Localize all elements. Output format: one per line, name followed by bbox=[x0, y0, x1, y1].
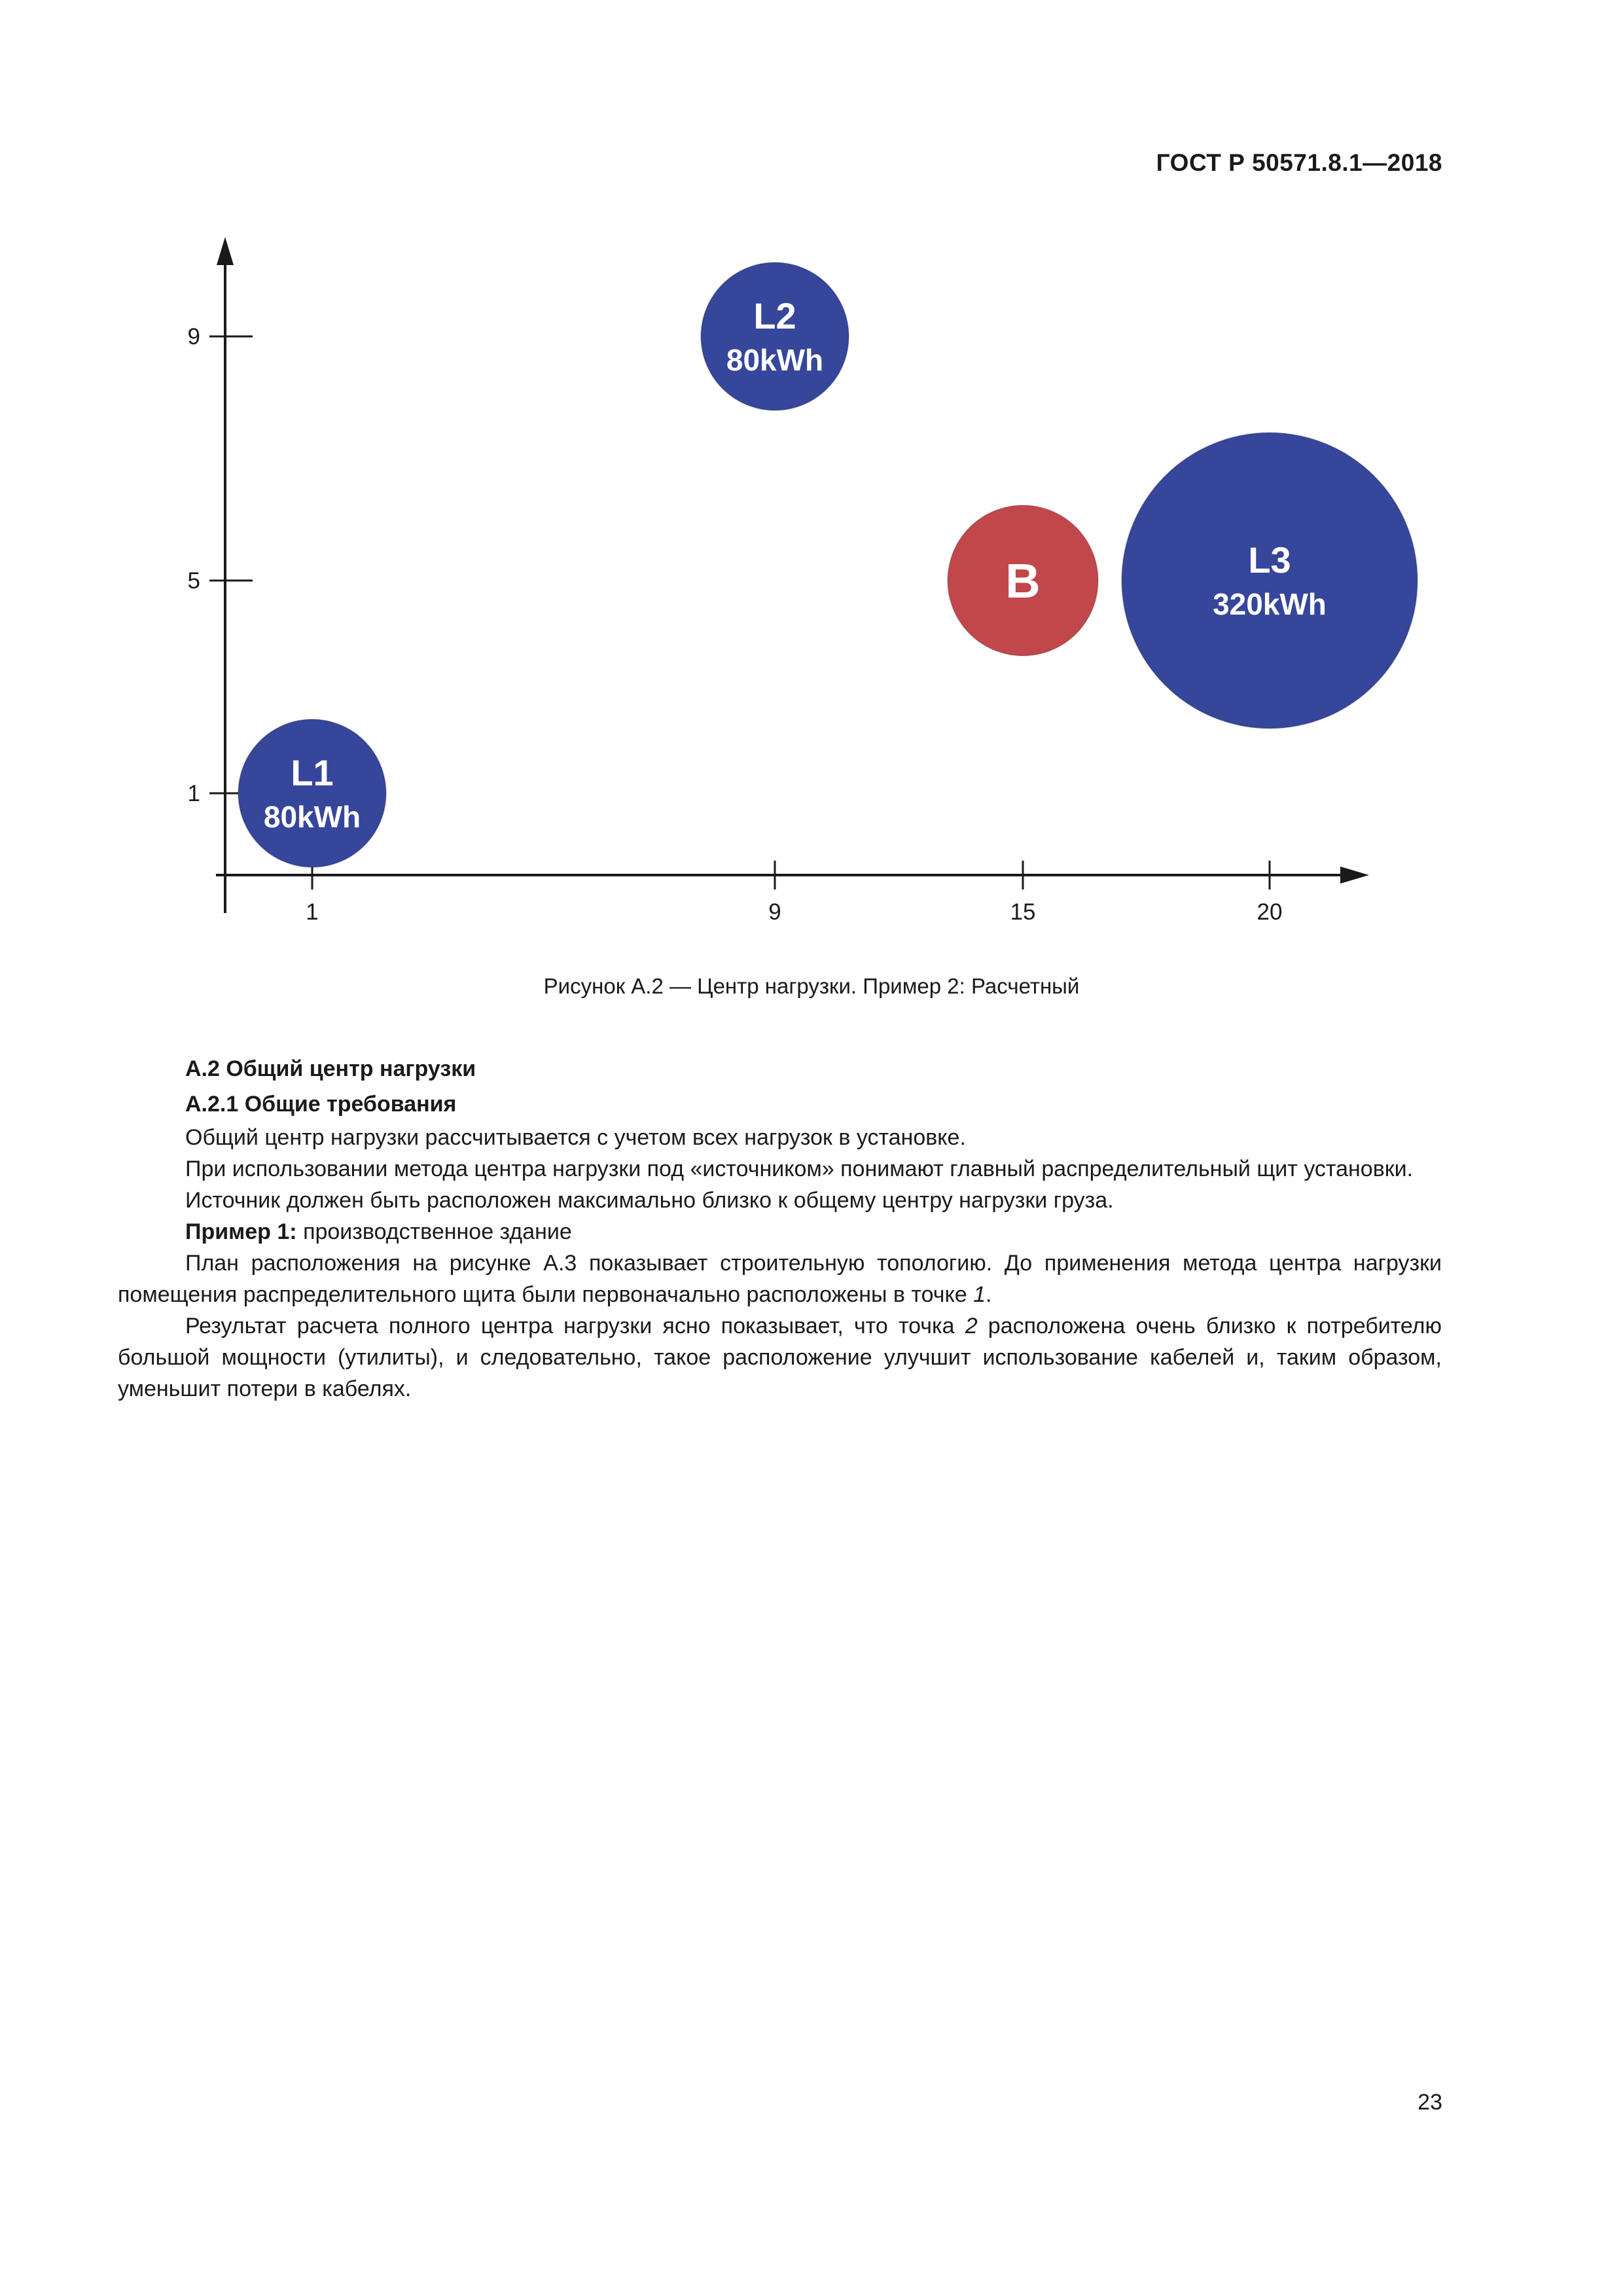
paragraph-4 bbox=[118, 1216, 1442, 1247]
subsection-heading: А.2.1 Общие требования bbox=[185, 1092, 457, 1117]
bubble-l3-value: 320kWh bbox=[1213, 587, 1327, 621]
bubble-l3-circle bbox=[1122, 433, 1418, 728]
bubble-l1-value: 80kWh bbox=[263, 800, 361, 834]
point-reference-1: 1 bbox=[973, 1282, 986, 1307]
bubble-l1-circle bbox=[238, 719, 386, 867]
x-tick-label: 1 bbox=[306, 899, 319, 925]
bubble-b bbox=[948, 505, 1098, 656]
y-axis-arrow bbox=[217, 237, 234, 265]
x-tick-label: 15 bbox=[1010, 899, 1036, 925]
y-tick-label: 1 bbox=[187, 781, 200, 806]
load-center-chart bbox=[0, 0, 1623, 949]
y-tick-label: 9 bbox=[187, 324, 200, 350]
x-tick-label: 20 bbox=[1257, 899, 1283, 925]
chart-bubbles bbox=[238, 262, 1418, 867]
bubble-l1-label: L1 bbox=[291, 752, 334, 793]
figure-caption: Рисунок А.2 — Центр нагрузки. Пример 2: Расчетный bbox=[543, 974, 1080, 998]
x-axis-arrow bbox=[1340, 867, 1369, 884]
point-reference-2: 2 bbox=[965, 1314, 978, 1338]
y-tick-label: 5 bbox=[187, 568, 200, 594]
paragraph-6 bbox=[118, 1310, 1442, 1405]
bubble-l2 bbox=[701, 262, 849, 410]
bubble-l2-value: 80kWh bbox=[726, 343, 824, 377]
bubble-b-label: B bbox=[1005, 554, 1041, 608]
bubble-l3-label: L3 bbox=[1248, 539, 1291, 581]
paragraph-2: При использовании метода центра нагрузки под «источником» понимают главный распределительный щит установки. bbox=[185, 1157, 1414, 1181]
paragraph-1: Общий центр нагрузки рассчитывается с учетом всех нагрузок в установке. bbox=[185, 1125, 966, 1150]
paragraph-6-end: расположена очень близко к потребителю большой мощности (утилиты), и следовательно, такое расположение улучшит использование кабелей и, таким образом, уменьшит потери в кабелях. bbox=[118, 1314, 1442, 1401]
example-text: производственное здание bbox=[296, 1219, 572, 1244]
paragraph-5-end: . bbox=[986, 1282, 992, 1307]
bubble-l2-circle bbox=[701, 262, 849, 410]
paragraph-3: Источник должен быть расположен максимально близко к общему центру нагрузки груза. bbox=[185, 1188, 1114, 1213]
x-tick-label: 9 bbox=[768, 899, 781, 925]
paragraph-6-text: Результат расчета полного центра нагрузки ясно показывает, что точка bbox=[185, 1314, 965, 1338]
paragraph-5 bbox=[118, 1247, 1442, 1310]
bubble-l3 bbox=[1122, 433, 1418, 728]
section-body bbox=[118, 1051, 1442, 1405]
section-heading: А.2 Общий центр нагрузки bbox=[185, 1056, 476, 1081]
example-label: Пример 1: bbox=[185, 1219, 297, 1244]
document-code: ГОСТ Р 50571.8.1—2018 bbox=[1156, 149, 1442, 176]
bubble-l1 bbox=[238, 719, 386, 867]
page-number: 23 bbox=[1418, 2090, 1442, 2115]
paragraph-5-text: План расположения на рисунке А.3 показывает строительную топологию. До применения метода центра нагрузки помещения распределительного щита были первоначально расположены в точке bbox=[118, 1251, 1442, 1307]
bubble-l2-label: L2 bbox=[753, 295, 796, 336]
